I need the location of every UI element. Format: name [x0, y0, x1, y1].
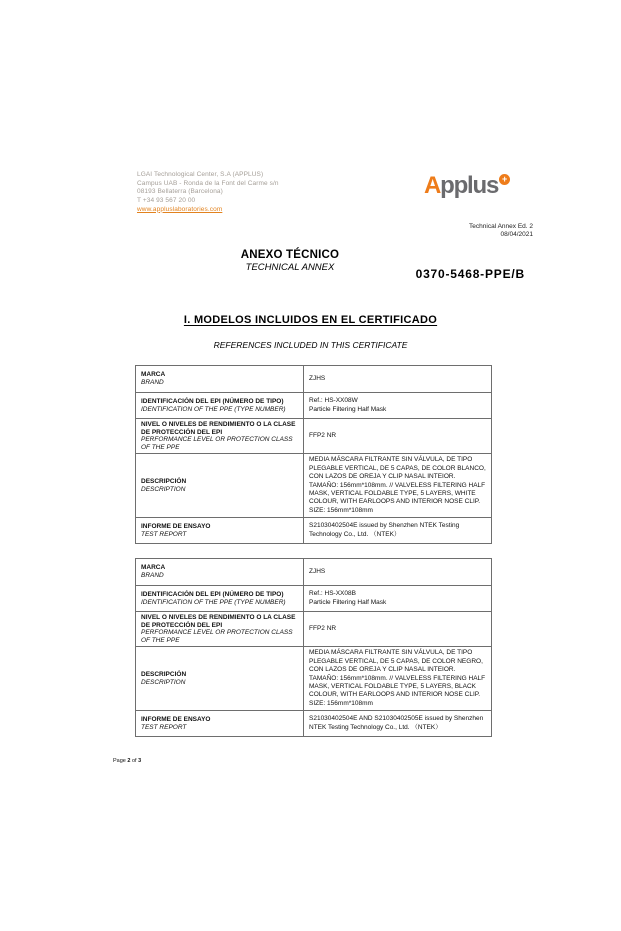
- edition-block: [469, 223, 533, 239]
- logo-text: pplus: [440, 172, 499, 199]
- document-title-english: TECHNICAL ANNEX: [245, 262, 335, 273]
- website-link[interactable]: www.appluslaboratories.com: [137, 205, 223, 213]
- label-spanish: NIVEL O NIVELES DE RENDIMIENTO O LA CLASE DE PROTECCIÓN DEL EPI: [141, 614, 296, 629]
- row-label-cell: [136, 419, 304, 454]
- label-spanish: DESCRIPCIÓN: [141, 671, 187, 679]
- label-spanish: INFORME DE ENSAYO: [141, 716, 211, 724]
- row-label-cell: [136, 711, 304, 737]
- row-value-cell: [304, 518, 492, 544]
- address-line: T +34 93 567 20 00: [137, 197, 196, 205]
- company-address-block: [137, 171, 279, 215]
- row-value-cell: [304, 586, 492, 612]
- section-subheading: REFERENCES INCLUDED IN THIS CERTIFICATE: [213, 340, 408, 350]
- page-footer: [113, 758, 141, 764]
- row-value-cell: [304, 711, 492, 737]
- value-line: MEDIA MÁSCARA FILTRANTE SIN VÁLVULA, DE TIPO PLEGABLE VERTICAL, DE 5 CAPAS, DE COLOR BLANCO, CON LAZOS DE OREJA Y CLIP NASAL INTEIOR. TAMAÑO: 156mm*108mm. // VALVELESS FILTERING HALF MASK, VERTICAL FOLDABLE TYPE, 5 LAYERS, WHITE COLOUR, WITH EARLOOPS AND INTERIOR NOSE CLIP. SIZE: 156mm*108mm: [309, 456, 486, 514]
- label-spanish: DESCRIPCIÓN: [141, 478, 187, 486]
- table-row-brand: [136, 559, 492, 586]
- row-value-cell: [304, 419, 492, 454]
- address-line: Campus UAB - Ronda de la Font del Carme s/n: [137, 179, 279, 187]
- table-row-protection-class: [136, 419, 492, 454]
- edition-date: 08/04/2021: [500, 231, 533, 239]
- table-row-test-report: [136, 711, 492, 737]
- document-title: ANEXO TÉCNICO: [240, 249, 340, 261]
- table-row-protection-class: [136, 612, 492, 647]
- plus-icon: +: [499, 174, 510, 185]
- label-english: IDENTIFICATION OF THE PPE (TYPE NUMBER): [141, 405, 286, 413]
- value-line: Particle Filtering Half Mask: [309, 598, 387, 606]
- section-block: [20, 314, 601, 350]
- value-line: FFP2 NR: [309, 431, 337, 439]
- table-row-description: [136, 647, 492, 711]
- row-label-cell: [136, 366, 304, 393]
- value-line: Particle Filtering Half Mask: [309, 405, 387, 413]
- footer-page-number: 2: [127, 758, 131, 764]
- row-value-cell: [304, 612, 492, 647]
- label-english: BRAND: [141, 379, 164, 386]
- value-line: S21030402504E issued by Shenzhen NTEK Testing Technology Co., Ltd. （NTEK）: [309, 522, 460, 538]
- address-line: 08193 Bellaterra (Barcelona): [137, 188, 223, 196]
- row-value-cell: [304, 454, 492, 518]
- label-english: TEST REPORT: [141, 530, 187, 538]
- footer-of-word: of: [130, 758, 139, 764]
- table-row-identification: [136, 586, 492, 612]
- value-line: S21030402504E AND S21030402505E issued by Shenzhen NTEK Testing Technology Co., Ltd. （NTEK）: [309, 715, 484, 731]
- label-english: DESCRIPTION: [141, 485, 186, 493]
- label-english: TEST REPORT: [141, 723, 187, 731]
- row-label-cell: [136, 393, 304, 419]
- value-line: ZJHS: [309, 567, 326, 575]
- row-value-cell: [304, 559, 492, 586]
- label-spanish: IDENTIFICACIÓN DEL EPI (NÚMERO DE TIPO): [141, 397, 284, 405]
- model-table-1: [135, 365, 492, 544]
- logo-letter-a: A: [424, 172, 441, 199]
- section-heading: I. MODELOS INCLUIDOS EN EL CERTIFICADO: [183, 314, 438, 326]
- label-english: PERFORMANCE LEVEL OR PROTECTION CLASS OF THE PPE: [141, 436, 293, 451]
- label-spanish: MARCA: [141, 564, 166, 572]
- row-value-cell: [304, 366, 492, 393]
- row-label-cell: [136, 518, 304, 544]
- row-label-cell: [136, 559, 304, 586]
- label-spanish: IDENTIFICACIÓN DEL EPI (NÚMERO DE TIPO): [141, 590, 284, 598]
- table-row-test-report: [136, 518, 492, 544]
- footer-total-pages: 3: [138, 758, 142, 764]
- table-row-brand: [136, 366, 492, 393]
- row-value-cell: [304, 393, 492, 419]
- row-label-cell: [136, 647, 304, 711]
- row-label-cell: [136, 454, 304, 518]
- table-row-identification: [136, 393, 492, 419]
- label-english: PERFORMANCE LEVEL OR PROTECTION CLASS OF THE PPE: [141, 629, 293, 644]
- table-row-description: [136, 454, 492, 518]
- label-english: BRAND: [141, 572, 164, 579]
- label-spanish: MARCA: [141, 371, 166, 379]
- footer-page-word: Page: [113, 758, 128, 764]
- edition-label: Technical Annex Ed. 2: [469, 223, 533, 230]
- row-label-cell: [136, 612, 304, 647]
- label-spanish: INFORME DE ENSAYO: [141, 523, 211, 531]
- row-value-cell: [304, 647, 492, 711]
- certificate-number: 0370-5468-PPE/B: [415, 267, 525, 281]
- value-line: MEDIA MÁSCARA FILTRANTE SIN VÁLVULA, DE TIPO PLEGABLE VERTICAL, DE 5 CAPAS, DE COLOR NEGRO, CON LAZOS DE OREJA Y CLIP NASAL INTEIOR. TAMAÑO: 156mm*108mm. // VALVELESS FILTERING HALF MASK, VERTICAL FOLDABLE TYPE, 5 LAYERS, BLACK COLOUR, WITH EARLOOPS AND INTERIOR NOSE CLIP. SIZE: 156mm*108mm: [309, 649, 486, 707]
- label-english: IDENTIFICATION OF THE PPE (TYPE NUMBER): [141, 598, 286, 606]
- applus-logo: [424, 172, 510, 200]
- value-line: Ref.: HS-XX08B: [309, 590, 356, 598]
- label-spanish: NIVEL O NIVELES DE RENDIMIENTO O LA CLASE DE PROTECCIÓN DEL EPI: [141, 421, 296, 436]
- address-line: LGAI Technological Center, S.A (APPLUS): [137, 171, 264, 178]
- label-english: DESCRIPTION: [141, 678, 186, 686]
- model-table-2: [135, 558, 492, 737]
- row-label-cell: [136, 586, 304, 612]
- value-line: FFP2 NR: [309, 624, 337, 632]
- value-line: Ref.: HS-XX08W: [309, 397, 358, 405]
- value-line: ZJHS: [309, 374, 326, 382]
